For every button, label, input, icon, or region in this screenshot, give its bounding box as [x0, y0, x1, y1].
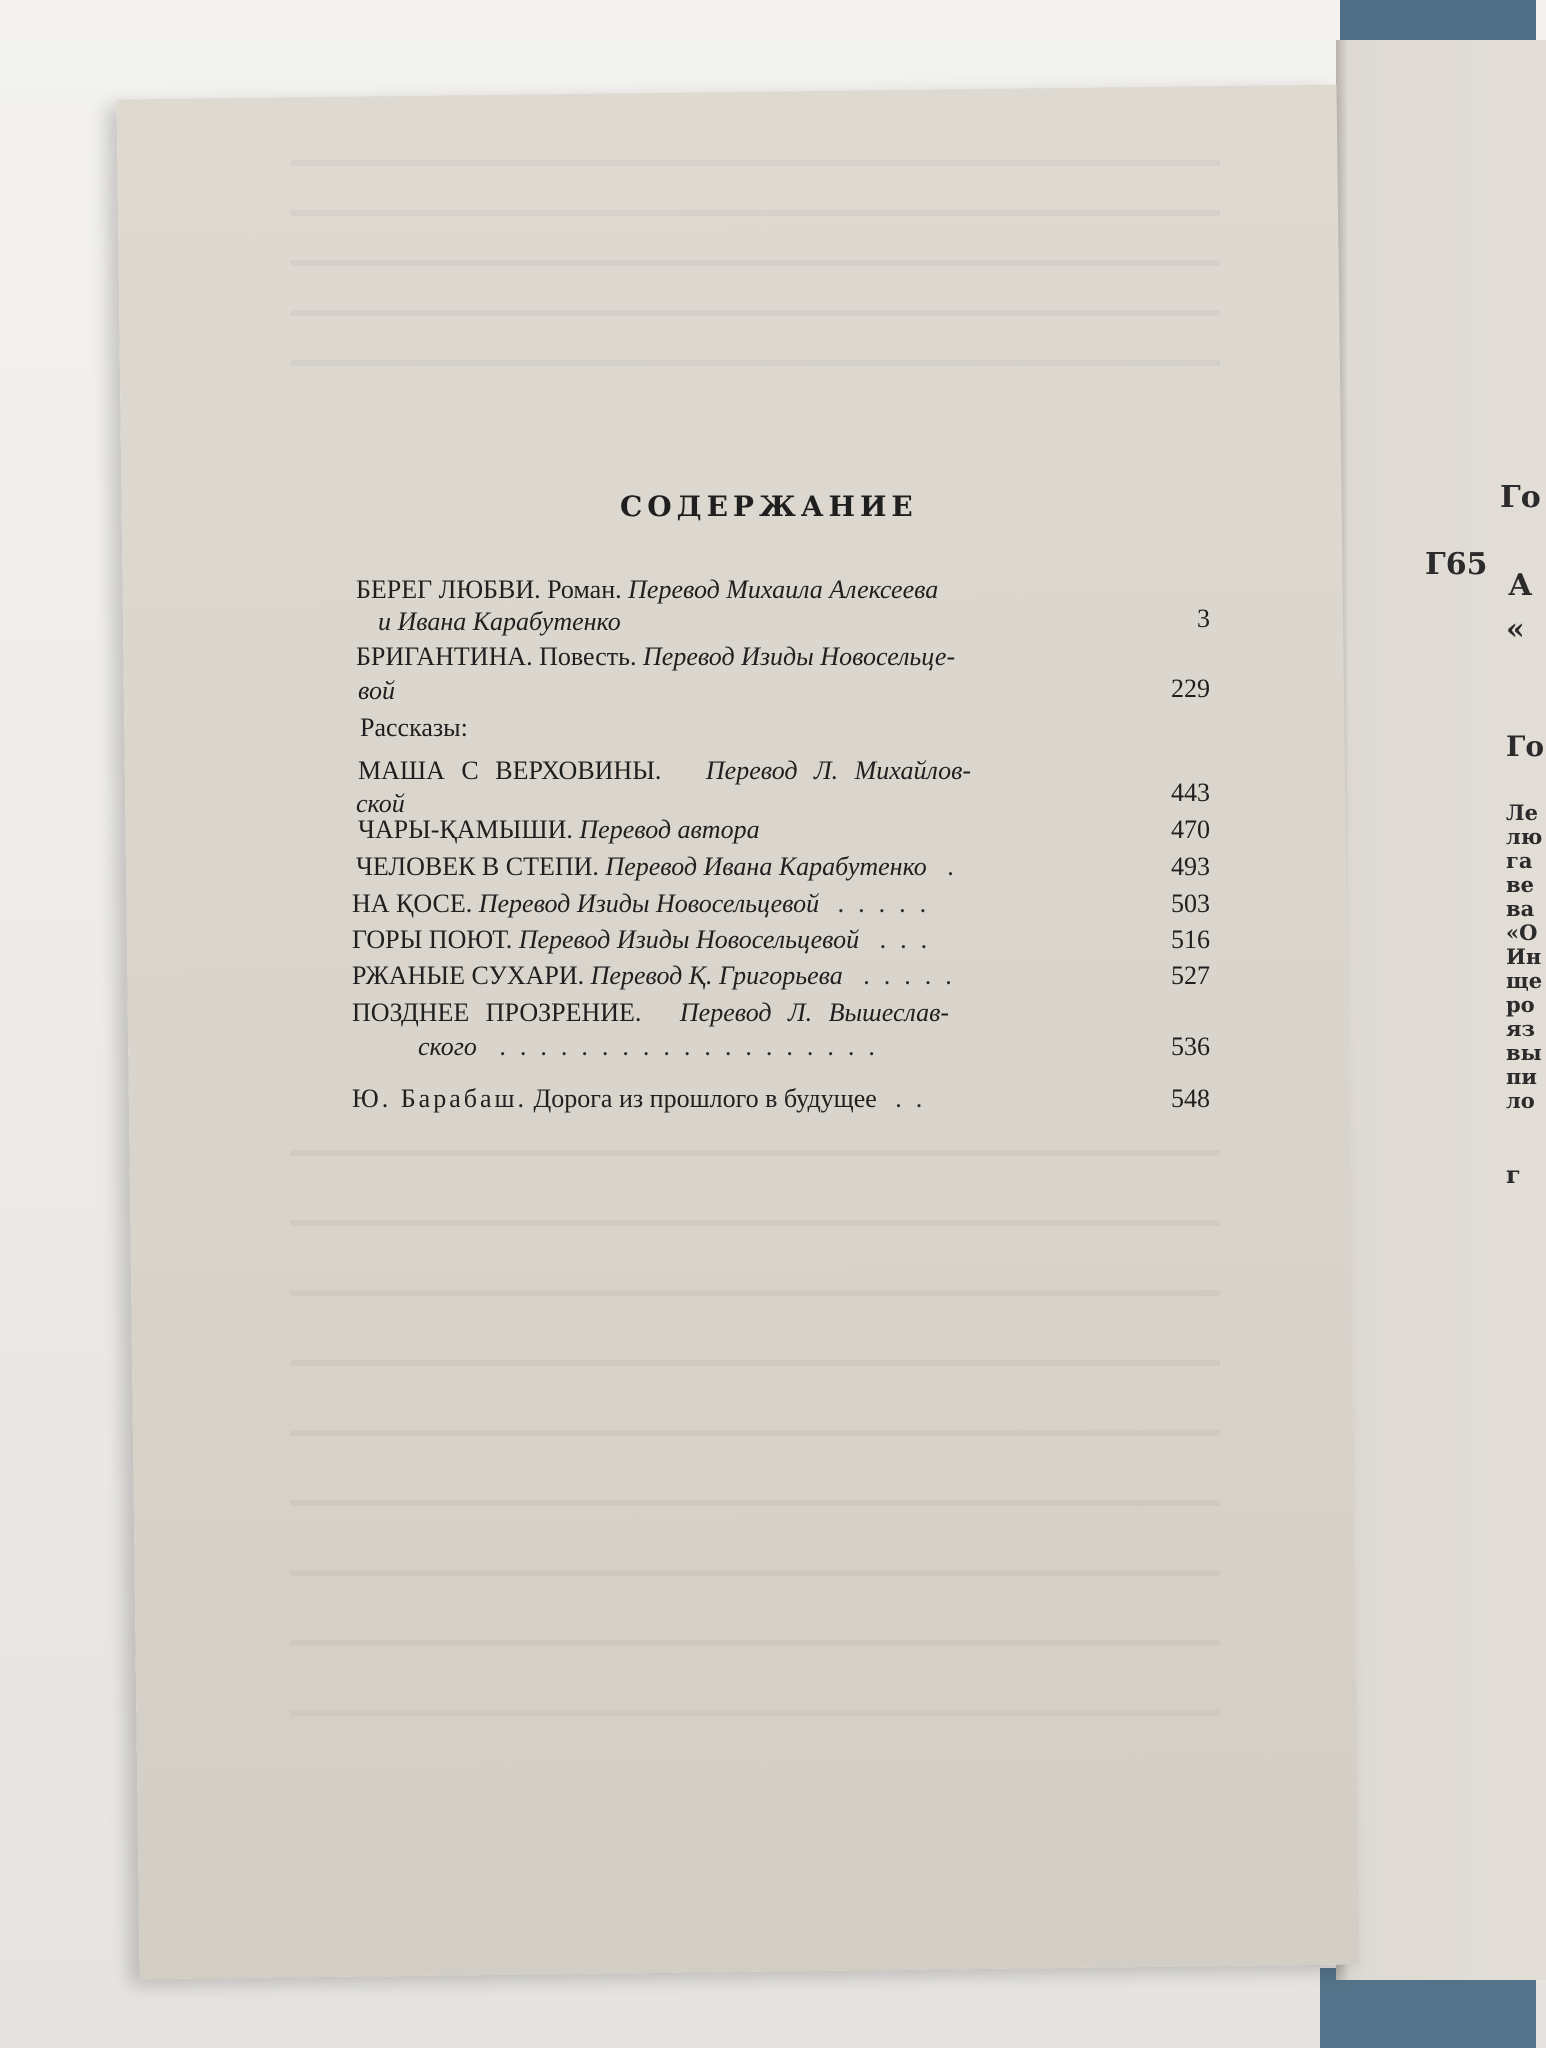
toc-entry-line — [352, 998, 949, 1028]
adjacent-fragment: Ин — [1506, 944, 1542, 969]
show-through-line — [290, 360, 1220, 366]
toc-entry-line — [356, 642, 955, 672]
adjacent-fragment: «О — [1506, 920, 1538, 945]
book-cover-bottom — [1320, 1968, 1536, 2048]
adjacent-fragment: Го — [1506, 730, 1545, 763]
adjacent-fragment: ве — [1506, 872, 1534, 897]
toc-entry-title: ПОЗДНЕЕ ПРОЗРЕНИЕ. — [352, 998, 642, 1027]
toc-entry-line — [358, 756, 971, 786]
toc-entry-title: НА ҚОСЕ. — [352, 889, 473, 918]
toc-entry-translator: Перевод Изиды Новосельцевой — [478, 889, 820, 918]
show-through-line — [290, 1640, 1220, 1646]
toc-entry-title: БРИГАНТИНА. — [356, 642, 533, 671]
toc-entry-translator: Перевод Л. Михайлов- — [705, 756, 972, 785]
adjacent-fragment: вы — [1506, 1040, 1542, 1065]
show-through-line — [290, 310, 1220, 316]
leader-dots: ... — [879, 925, 942, 954]
toc-entry-author: Ю. Барабаш. — [352, 1084, 528, 1113]
toc-entry-genre: Повесть. — [539, 642, 637, 671]
adjacent-fragment: « — [1506, 612, 1525, 647]
adjacent-fragment: ро — [1506, 992, 1535, 1017]
adjacent-fragment: ще — [1506, 968, 1543, 993]
toc-entry-title: МАША С ВЕРХОВИНЫ. — [358, 756, 662, 785]
toc-entry-line — [356, 575, 938, 605]
toc-entry-translator: Перевод Ивана Карабутенко — [605, 852, 927, 881]
toc-entry-title: ГОРЫ ПОЮТ. — [352, 925, 513, 954]
toc-entry-title: БЕРЕГ ЛЮБВИ. — [356, 575, 541, 604]
toc-page-number: 548 — [1171, 1084, 1210, 1113]
toc-entry-genre: Роман. — [547, 575, 622, 604]
toc-page-number: 470 — [1171, 815, 1210, 844]
toc-entry-line — [356, 852, 968, 882]
show-through-line — [290, 160, 1220, 166]
toc-entry-line — [358, 676, 395, 706]
toc-page-number: 516 — [1171, 925, 1210, 954]
toc-page-number: 527 — [1171, 961, 1210, 990]
toc-entry-line — [358, 815, 760, 845]
adjacent-fragment: га — [1506, 848, 1533, 873]
adjacent-fragment: Г65 — [1425, 547, 1488, 582]
toc-entry-title: Дорога из прошлого в будущее — [533, 1084, 877, 1113]
toc-page-number: 229 — [1171, 674, 1210, 703]
toc-entry-translator: Перевод автора — [579, 815, 760, 844]
leader-dots: ................... — [499, 1032, 889, 1061]
toc-entry-translator: Перевод Л. Вышеслав- — [679, 998, 950, 1027]
toc-entry-line — [352, 1084, 936, 1114]
leader-dots: . — [947, 852, 968, 881]
adjacent-fragment: яз — [1506, 1016, 1535, 1041]
show-through-line — [290, 1710, 1220, 1716]
leader-dots: .. — [895, 1084, 937, 1113]
toc-entry-translator: ского — [418, 1032, 477, 1061]
leader-dots: ..... — [837, 889, 941, 918]
toc-entry-translator: ской — [356, 789, 405, 818]
toc-entry-title: РЖАНЫЕ СУХАРИ. — [352, 961, 585, 990]
toc-page-number: 536 — [1171, 1032, 1210, 1061]
show-through-line — [290, 1500, 1220, 1506]
toc-section-heading: Рассказы: — [360, 713, 468, 742]
adjacent-fragment: ва — [1506, 896, 1535, 921]
contents-title: СОДЕРЖАНИЕ — [620, 490, 918, 523]
toc-entry-translator: вой — [358, 676, 395, 705]
toc-entry-translator: Перевод Қ. Григорьева — [590, 961, 843, 990]
adjacent-fragment: А — [1508, 568, 1533, 603]
adjacent-fragment: Го — [1500, 480, 1541, 515]
toc-entry-translator: и Ивана Карабутенко — [378, 607, 621, 636]
adjacent-fragment: г — [1506, 1160, 1521, 1189]
adjacent-fragment: пи — [1506, 1064, 1537, 1089]
toc-entry-title: ЧЕЛОВЕК В СТЕПИ. — [356, 852, 599, 881]
toc-entry-translator: Перевод Изиды Новосельце- — [643, 642, 956, 671]
show-through-line — [290, 1360, 1220, 1366]
toc-page-number: 3 — [1197, 604, 1210, 633]
toc-entry-line — [352, 925, 941, 955]
show-through-line — [290, 1430, 1220, 1436]
show-through-line — [290, 1290, 1220, 1296]
toc-page-number: 493 — [1171, 852, 1210, 881]
toc-entry-translator: Перевод Михаила Алексеева — [628, 575, 939, 604]
adjacent-fragment: Ле — [1506, 800, 1538, 825]
show-through-line — [290, 1150, 1220, 1156]
toc-entry-title: ЧАРЫ-ҚАМЫШИ. — [358, 815, 573, 844]
adjacent-fragment: лю — [1506, 824, 1543, 849]
toc-page-number: 443 — [1171, 778, 1210, 807]
leader-dots: ..... — [863, 961, 966, 990]
toc-entry-translator: Перевод Изиды Новосельцевой — [518, 925, 860, 954]
toc-entry-line — [378, 607, 621, 637]
show-through-line — [290, 1570, 1220, 1576]
toc-entry-line — [418, 1032, 889, 1062]
show-through-line — [290, 1220, 1220, 1226]
show-through-line — [290, 260, 1220, 266]
toc-page-number: 503 — [1171, 889, 1210, 918]
toc-entry-line — [352, 961, 966, 991]
toc-entry-line — [352, 889, 940, 919]
adjacent-fragment: ло — [1506, 1088, 1535, 1113]
show-through-line — [290, 210, 1220, 216]
